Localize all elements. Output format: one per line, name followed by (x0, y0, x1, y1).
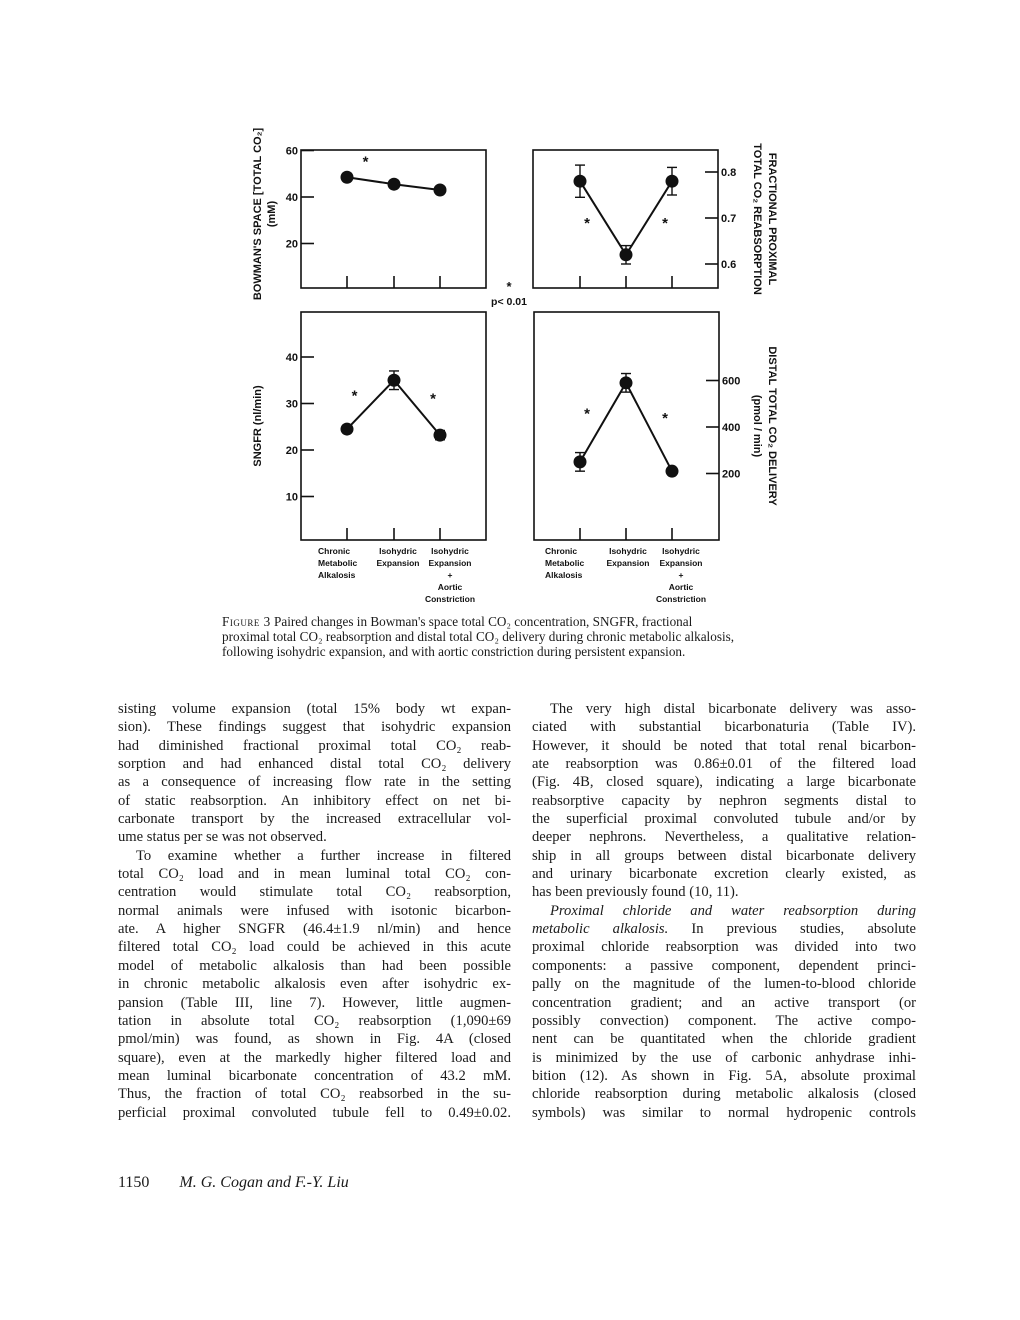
significance-asterisk: * (662, 410, 668, 427)
text-line (532, 737, 916, 755)
category-label: Isohydric (662, 546, 700, 556)
line-text: and urinary bicarbonate excretion clearly existed, as (532, 866, 916, 883)
category-label: Alkalosis (318, 570, 356, 580)
text-line (118, 1085, 511, 1103)
text-line (118, 828, 511, 846)
category-label: + (447, 570, 453, 580)
text-line (532, 755, 916, 773)
text-line (118, 737, 511, 755)
line-text: in chronic metabolic alkalosis even after isohydric ex- (118, 976, 511, 993)
line-text: carbonate transport by the increased extracellular vol- (118, 811, 511, 828)
category-label: Expansion (606, 558, 650, 568)
text-line (118, 994, 511, 1012)
y-tick-label: 600 (722, 375, 741, 388)
y-axis-label: BOWMAN'S SPACE [TOTAL CO₂] (251, 127, 264, 301)
y-tick-label: 30 (285, 398, 298, 411)
y-tick-label: 40 (285, 352, 298, 364)
series-line (580, 383, 672, 471)
category-label: Expansion (659, 558, 703, 568)
line-text: proximal chloride reabsorption was divided into two (532, 939, 916, 956)
y-tick-label: 0.8 (721, 167, 737, 179)
line-text: tation in absolute total CO₂ reabsorption (1,090±69 (118, 1012, 511, 1029)
text-line (118, 755, 511, 773)
figure-caption (222, 614, 822, 660)
caption-line: following isohydric expansion, and with aortic constriction during persistent expansion. (222, 644, 686, 660)
line-text: Thus, the fraction of total CO₂ reabsorbed in the su- (118, 1086, 511, 1103)
text-line (532, 810, 916, 828)
category-label: Isohydric (379, 546, 417, 556)
text-line (118, 883, 511, 901)
text-line (118, 847, 511, 865)
significance-asterisk: * (362, 153, 369, 171)
y-tick-label: 20 (285, 238, 298, 251)
significance-asterisk: * (584, 405, 590, 423)
line-text: ciated with substantial bicarbonaturia (Table IV). (532, 719, 916, 736)
caption-line: proximal total CO₂ reabsorption and distal total CO₂ delivery during chronic metabolic alkalosis, (222, 629, 735, 645)
line-text: possibly convection) component. The active compo- (532, 1012, 916, 1029)
line-text: The very high distal bicarbonate delivery was asso- (550, 701, 916, 717)
text-line (532, 1012, 916, 1030)
line-text: deeper nephrons. Nevertheless, a qualitative relation- (532, 829, 916, 846)
line-text: is minimized by the use of carbonic anhydrase inhi- (532, 1049, 916, 1066)
text-line (118, 1049, 511, 1067)
line-text: pansion (Table III, line 7). However, little augmen- (118, 994, 511, 1011)
category-label: Aortic (437, 582, 463, 592)
line-text: However, it should be noted that total renal bicarbon- (532, 737, 916, 754)
y-axis-label: (mM) (265, 200, 278, 228)
significance-legend: p< 0.01 (491, 296, 527, 308)
text-line (532, 902, 916, 920)
category-label: Isohydric (609, 546, 647, 556)
line-text: perficial proximal convoluted tubule fell to 0.49±0.02. (118, 1104, 511, 1121)
plot-frame (533, 150, 718, 288)
category-label: + (678, 570, 684, 580)
italic-heading: metabolic alkalosis. (532, 921, 669, 938)
y-axis-label: DISTAL TOTAL CO₂ DELIVERY (766, 346, 779, 506)
left-text-column (118, 700, 511, 1122)
text-line (118, 920, 511, 938)
caption-label: Figure 3 (222, 614, 271, 629)
y-axis-label: SNGFR (nl/min) (251, 385, 264, 467)
line-text: ate. A higher SNGFR (46.4±1.9 nl/min) and hence (118, 921, 511, 938)
text-line (532, 700, 916, 718)
line-text: centration would stimulate total CO₂ reabsorption, (118, 884, 511, 901)
text-line (532, 865, 916, 883)
text-line (532, 957, 916, 975)
line-text: symbols) was similar to normal hydropenic controls (532, 1104, 916, 1121)
panel-top-right (533, 143, 778, 295)
text-line (118, 718, 511, 736)
category-label: Expansion (376, 558, 420, 568)
text-line (532, 1049, 916, 1067)
significance-asterisk: * (351, 387, 358, 405)
data-point (341, 423, 354, 436)
panel-bottom-left (252, 312, 486, 604)
y-axis-label: TOTAL CO₂ REABSORPTION (751, 143, 764, 295)
category-label: Constriction (424, 594, 476, 604)
page-number: 1150 (118, 1174, 150, 1191)
text-line (118, 902, 511, 920)
y-tick-label: 200 (722, 468, 741, 481)
line-text: reabsorptive capacity by nephron segments distal to (532, 792, 916, 809)
y-axis-label: (pmol / min) (751, 394, 764, 458)
text-line (532, 1067, 916, 1085)
significance-asterisk: * (430, 390, 436, 408)
y-tick-label: 60 (285, 145, 298, 158)
data-point (666, 465, 679, 478)
italic-heading: Proximal chloride and water reabsorption during (550, 902, 916, 919)
significance-asterisk: * (662, 215, 668, 232)
text-line (532, 883, 916, 901)
line-text: (Fig. 4B, closed square), indicating a large bicarbonate (532, 774, 916, 791)
line-text: pally on the magnitude of the lumen-to-blood chloride (532, 976, 916, 993)
text-line (118, 1012, 511, 1030)
line-text: filtered total CO₂ load could be achieved in this acute (118, 939, 511, 956)
line-text: To examine whether a further increase in filtered (136, 847, 511, 864)
category-label: Isohydric (431, 546, 469, 556)
data-point (388, 374, 401, 387)
running-authors: M. G. Cogan and F.-Y. Liu (179, 1174, 349, 1191)
data-point (620, 248, 633, 261)
line-text: ate reabsorption was 0.86±0.01 of the filtered load (532, 756, 916, 773)
text-line (532, 920, 916, 938)
line-text: concentration gradient; and an active transport (or (532, 994, 916, 1011)
text-line (118, 865, 511, 883)
line-text: sion). These findings suggest that isohydric expansion (118, 719, 511, 736)
data-point (574, 175, 587, 188)
data-point (574, 455, 587, 468)
text-line (532, 1085, 916, 1103)
y-tick-label: 10 (285, 491, 298, 504)
line-text: total CO₂ load and in mean luminal total CO₂ con- (118, 866, 511, 883)
data-point (434, 184, 447, 197)
category-label: Constriction (655, 594, 707, 604)
data-point (388, 178, 401, 191)
caption-line: Paired changes in Bowman's space total CO₂ concentration, SNGFR, fractional (270, 614, 693, 629)
text-line (118, 1067, 511, 1085)
text-line (532, 773, 916, 791)
text-line (118, 957, 511, 975)
y-tick-label: 0.7 (721, 213, 737, 225)
data-point (666, 175, 679, 188)
category-label: Metabolic (545, 558, 585, 568)
text-line (118, 938, 511, 956)
text-line (118, 773, 511, 791)
y-tick-label: 40 (285, 192, 298, 204)
line-text: sisting volume expansion (total 15% body wt expan- (118, 701, 511, 717)
line-text: sorption and had enhanced distal total CO₂ delivery (118, 756, 511, 773)
plot-frame (301, 312, 486, 540)
line-text: of static reabsorption. An inhibitory effect on net bi- (118, 792, 511, 809)
category-label: Chronic (318, 546, 351, 556)
y-tick-label: 20 (285, 445, 298, 457)
category-label: Expansion (428, 558, 472, 568)
line-text: components: a passive component, dependent princi- (532, 957, 916, 974)
line-text: bition (12). As shown in Fig. 5A, absolute proximal (532, 1067, 916, 1084)
line-text: pmol/min) was found, as shown in Fig. 4A (closed (118, 1031, 511, 1048)
line-text: In previous studies, absolute (668, 921, 916, 938)
plot-frame (301, 150, 486, 288)
plot-frame (534, 312, 719, 540)
line-text: chloride reabsorption during metabolic alkalosis (closed (532, 1086, 916, 1103)
line-text: has been previously found (10, 11). (532, 884, 739, 901)
right-text-column (532, 700, 916, 1122)
text-line (532, 975, 916, 993)
line-text: as a consequence of increasing flow rate in the setting (118, 774, 511, 791)
text-line (118, 1030, 511, 1048)
line-text: normal animals were infused with isotonic bicarbon- (118, 902, 511, 919)
line-text: model of metabolic alkalosis than had been possible (118, 957, 511, 974)
panel-bottom-right (534, 312, 778, 604)
line-text: mean luminal bicarbonate concentration of 43.2 mM. (118, 1067, 511, 1084)
page-footer (118, 1174, 349, 1192)
y-axis-label: FRACTIONAL PROXIMAL (766, 152, 779, 286)
data-point (434, 429, 447, 442)
line-text: ship in all groups between distal bicarbonate delivery (532, 847, 916, 864)
category-label: Chronic (545, 546, 578, 556)
text-line (118, 1104, 511, 1122)
text-line (532, 938, 916, 956)
text-line (118, 975, 511, 993)
text-line (118, 700, 511, 718)
text-line (532, 1104, 916, 1122)
text-line (118, 792, 511, 810)
line-text: had diminished fractional proximal total CO₂ reab- (118, 737, 511, 754)
text-line (118, 810, 511, 828)
data-point (341, 171, 354, 184)
figure-3 (0, 0, 1020, 612)
text-line (532, 828, 916, 846)
category-label: Metabolic (318, 558, 358, 568)
category-label: Alkalosis (545, 570, 583, 580)
significance-asterisk: * (584, 215, 590, 232)
text-line (532, 718, 916, 736)
line-text: square), even at the markedly higher filtered load and (118, 1049, 511, 1066)
text-line (532, 1030, 916, 1048)
text-line (532, 792, 916, 810)
y-tick-label: 400 (722, 422, 741, 434)
category-label: Aortic (668, 582, 694, 592)
y-tick-label: 0.6 (721, 259, 737, 271)
significance-legend-asterisk: * (506, 279, 512, 294)
series-line (580, 181, 672, 255)
data-point (620, 376, 633, 389)
panel-top-left (252, 128, 486, 301)
text-line (532, 847, 916, 865)
line-text: nent can be quantitated when the chloride gradient (532, 1031, 916, 1048)
line-text: the superficial proximal convoluted tubule and/or by (532, 811, 916, 828)
line-text: ume status per se was not observed. (118, 829, 327, 846)
text-line (532, 994, 916, 1012)
